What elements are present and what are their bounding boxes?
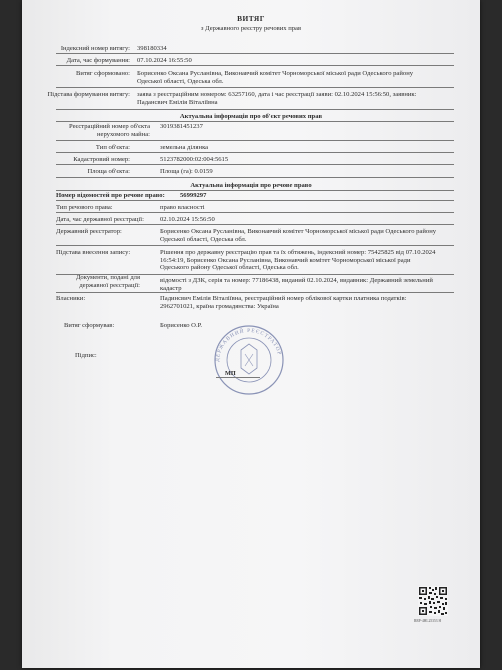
area-label: Площа об'єкта:: [87, 168, 130, 175]
record-label: Номер відомостей про речове право:: [56, 192, 165, 199]
index-label: Індексний номер витягу:: [60, 45, 130, 52]
divider: [56, 224, 454, 225]
seal-text: ДЕРЖАВНИЙ РЕЄСТРАТОР: [214, 327, 283, 363]
formed-label: Витяг сформовано:: [76, 70, 130, 77]
divider: [56, 190, 454, 191]
basis-value: заява з реєстраційним номером: 63257160, дата і час реєстрації заяви: 02.10.2024 15:56:50, заявник: Падансвич Емілія Віталіївна: [137, 91, 417, 106]
document-subtitle: з Державного реєстру речових прав: [200, 25, 302, 32]
kind-label: Тип речового права:: [56, 204, 113, 211]
owners-label: Власники:: [56, 295, 86, 302]
registrar-value: Борисенко Оксана Русланівна, Виконавчий комітет Чорноморської міської ради Одеського району Одеської області, Одеська обл.: [160, 228, 437, 243]
basis-label: Підстава формування витягу:: [47, 91, 130, 98]
document-page: [22, 0, 480, 668]
cadastre-label: Кадастровий номер:: [73, 156, 130, 163]
divider: [56, 177, 454, 178]
date-value: 07.10.2024 16:55:50: [137, 57, 192, 64]
divider: [56, 140, 454, 141]
stamp-mp: МП: [225, 370, 236, 377]
divider: [56, 164, 454, 165]
object-type-value: земельна ділянка: [160, 144, 209, 151]
formed-value: Борисенко Оксана Русланівна, Виконавчий комітет Чорноморської міської ради Одеського району Одеської області, Одеська обл.: [137, 70, 414, 85]
divider: [56, 152, 454, 153]
qr-code-icon: [418, 586, 448, 616]
date-label: Дата, час формування:: [66, 57, 130, 64]
divider: [56, 121, 454, 122]
divider: [56, 245, 454, 246]
owners-value: Падинсвич Емілія Віталіївна, реєстраційний номер облікової картки платника податків: 2962701021, країна громадянства: Україна: [160, 295, 407, 310]
formed-by-value: Борисенко О.Р.: [160, 322, 203, 329]
document-code: RRP-4HL25353 Н: [414, 619, 442, 623]
record-value: 56999297: [180, 192, 207, 199]
area-value: Площа (га): 0.0159: [160, 168, 213, 175]
statedate-value: 02.10.2024 15:56:50: [160, 216, 215, 223]
right-section-title: Актуальна інформація про речове право: [190, 182, 312, 189]
official-seal: [207, 320, 291, 400]
divider: [56, 212, 454, 213]
statedate-label: Дата, час державної реєстрації:: [56, 216, 144, 223]
divider: [56, 53, 454, 54]
cadastre-value: 5123782000:02:004:5615: [160, 156, 229, 163]
registrar-label: Державний реєстратор:: [56, 228, 122, 235]
signature-line: [216, 377, 260, 378]
object-reg-value: 3019381451237: [160, 123, 203, 130]
object-section-title: Актуальна інформація про об'єкт речових прав: [179, 113, 323, 120]
basis-record-label: Підстава внесення запису:: [56, 249, 131, 256]
docs-label: Документи, подані для державної реєстрації:: [75, 274, 140, 289]
index-value: 398180334: [137, 45, 167, 52]
kind-value: право власності: [160, 204, 205, 211]
divider: [56, 292, 454, 293]
divider: [56, 87, 454, 88]
divider: [56, 200, 454, 201]
object-reg-label: Реєстраційний номер об'єкта нерухомого майна:: [69, 123, 150, 138]
document-title: ВИТЯГ: [237, 14, 265, 23]
signature-label: Підпис:: [75, 352, 97, 359]
object-type-label: Тип об'єкта:: [95, 144, 130, 151]
docs-value: відомості з ДЗК, серія та номер: 77186438, виданий 02.10.2024, видавник: Державний земельний кадастр: [160, 277, 433, 292]
basis-record-value: Рішення про державну реєстрацію прав та їх обтяжень, індексний номер: 75425825 від 07.10.2024 16:54:19, Борисенко Оксана Русланівна, Виконавчий комітет Чорноморської міської ради Одеського району Одеської області, Одеська обл.: [160, 249, 436, 272]
divider: [56, 109, 454, 110]
formed-by-label: Витяг сформував:: [64, 322, 115, 329]
divider: [56, 65, 454, 66]
